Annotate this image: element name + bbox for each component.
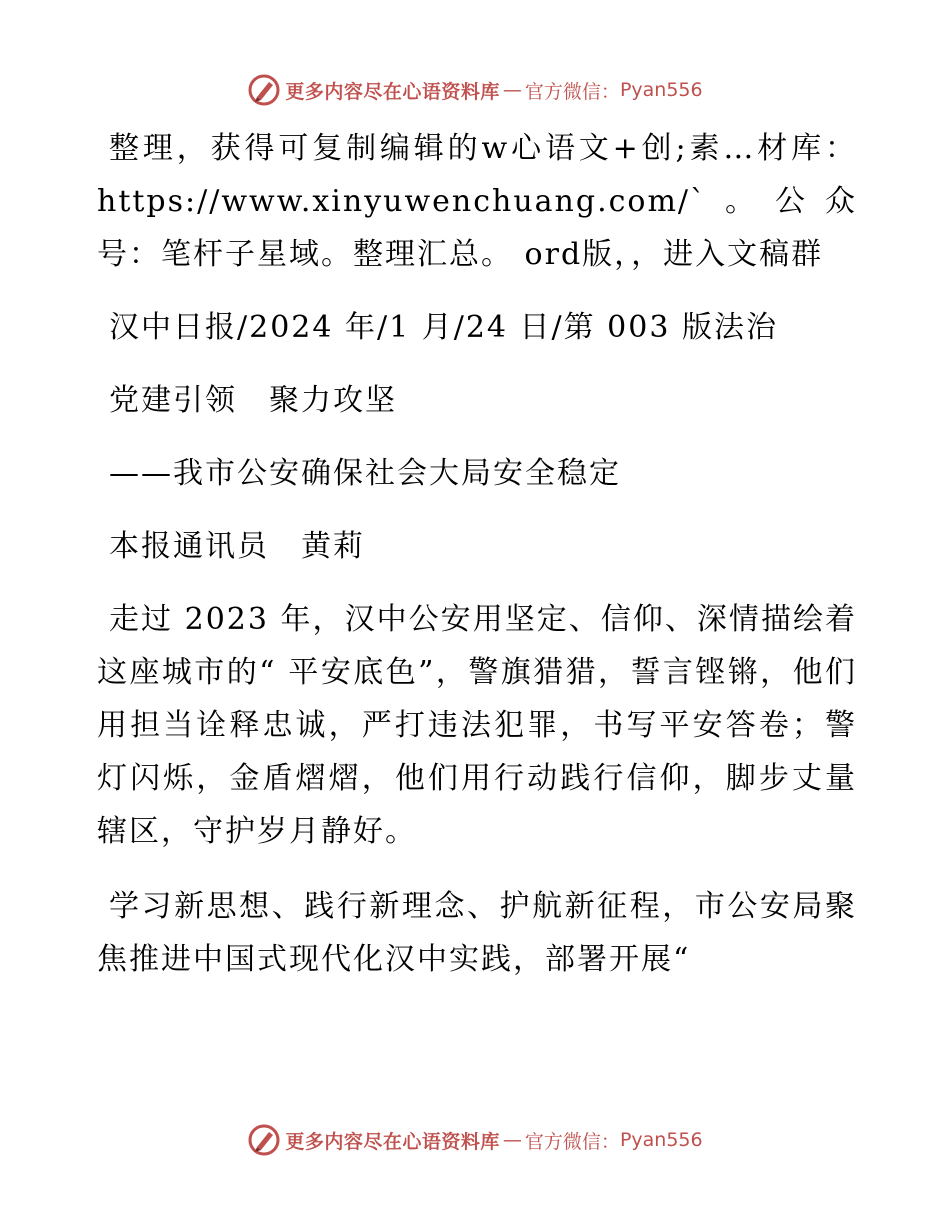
banner-wechat-id: Pyan556 xyxy=(619,1129,703,1151)
banner-dash: — xyxy=(502,1129,522,1151)
banner-text: 更多内容尽在心语资料库 xyxy=(285,80,500,103)
document-body xyxy=(97,122,857,986)
byline: 本报通讯员 黄莉 xyxy=(109,529,365,564)
body-paragraph: 走过 2023 年，汉中公安用坚定、信仰、深情描绘着这座城市的“ 平安底色”，警旗猎猎，誓言铿锵，他们用担当诠释忠诚，严打违法犯罪，书写平安答卷；警灯闪烁，金盾熠熠，他们用行动践行信仰，脚步丈量辖区，守护岁月静好。 xyxy=(97,602,857,849)
subheadline: ——我市公安确保社会大局安全稳定 xyxy=(109,456,621,491)
pen-logo-icon xyxy=(247,1123,281,1157)
intro-paragraph: 整理，获得可复制编辑的w心语文+创;素…材库：https://www.xinyuwenchuang.com/`。公众号：笔杆子星域。整理汇总。 ord版，，进入文稿群 xyxy=(97,131,857,272)
banner-label: 官方微信： xyxy=(524,80,620,103)
body-paragraph: 学习新思想、践行新理念、护航新征程，市公安局聚焦推进中国式现代化汉中实践，部署开展“ xyxy=(97,889,857,977)
banner-dash: — xyxy=(502,79,522,101)
headline: 党建引领 聚力攻坚 xyxy=(109,383,397,418)
footer-banner xyxy=(0,1120,950,1160)
pen-logo-icon xyxy=(247,73,281,107)
banner-wechat-id: Pyan556 xyxy=(619,79,703,101)
source-line: 汉中日报/2024 年/1 月/24 日/第 003 版法治 xyxy=(109,310,778,345)
banner-text: 更多内容尽在心语资料库 xyxy=(285,1130,500,1153)
header-banner xyxy=(0,70,950,110)
banner-label: 官方微信： xyxy=(524,1130,620,1153)
